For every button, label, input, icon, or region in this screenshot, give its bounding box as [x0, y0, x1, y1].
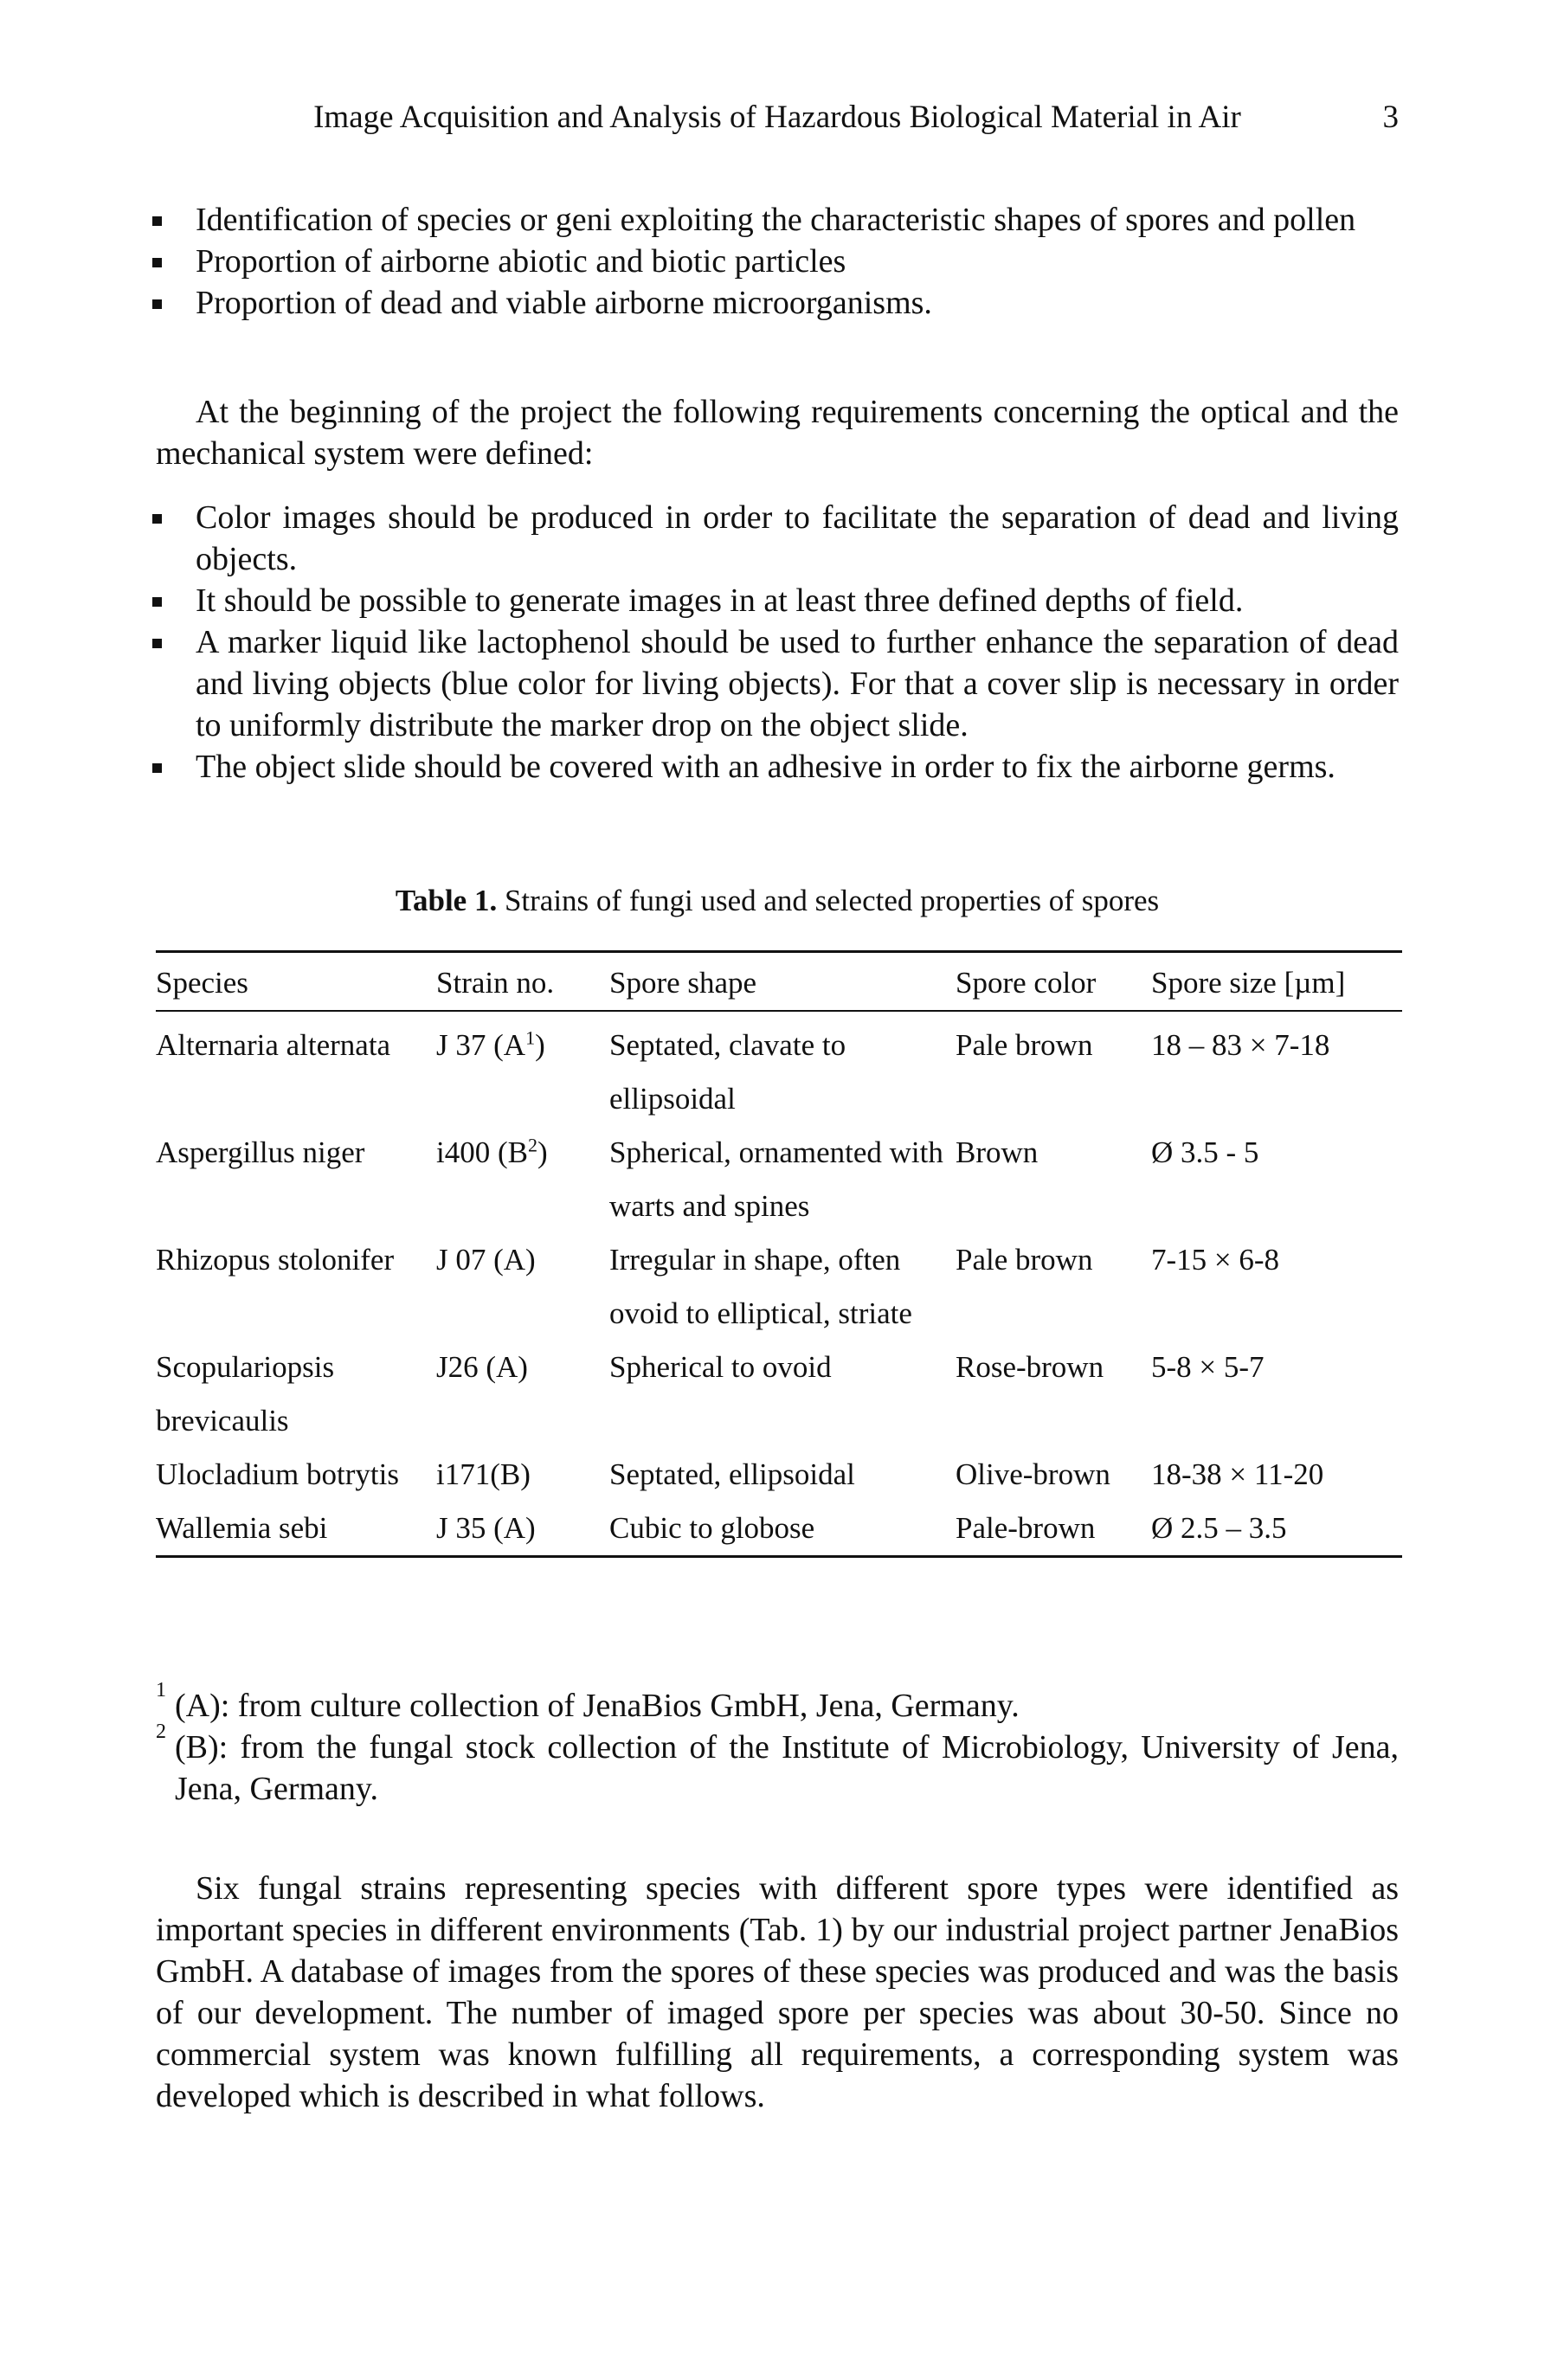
bullet-square-icon	[152, 514, 162, 524]
table-caption	[156, 881, 1399, 921]
paragraph-fungal-strains: Six fungal strains representing species with different spore types were identified as important species in different environments (Tab. 1) by our industrial project partner JenaBios GmbH. A database of images from the spores of these species was produced and was the basis of our development. The number of imaged spore per species was about 30-50. Since no commercial system was known fulfilling all requirements, a corresponding system was developed which is described in what follows.	[156, 1870, 1399, 2114]
bullet-list-requirements	[151, 497, 1399, 788]
cell-strain: J 07 (A)	[436, 1243, 536, 1277]
cell-color: Rose-brown	[956, 1350, 1104, 1384]
cell-size: Ø 3.5 - 5	[1151, 1135, 1259, 1169]
list-item: The object slide should be covered with an adhesive in order to fix the airborne germs.	[151, 746, 1399, 788]
bullet-square-icon	[152, 299, 162, 309]
bullet-square-icon	[152, 639, 162, 648]
cell-color: Pale brown	[956, 1243, 1093, 1277]
cell-color: Pale-brown	[956, 1502, 1151, 1557]
cell-strain: J 35 (A)	[436, 1502, 609, 1557]
table-caption-label: Table 1.	[395, 884, 498, 917]
table-header-row	[156, 952, 1402, 1012]
cell-species: Ulocladium botrytis	[156, 1457, 399, 1491]
cell-shape: Spherical, ornamented with warts and spines	[609, 1135, 943, 1223]
bullet-square-icon	[152, 763, 162, 773]
bullet-square-icon	[152, 216, 162, 226]
cell-size: Ø 2.5 – 3.5	[1151, 1502, 1402, 1557]
header-species: Species	[156, 952, 436, 1012]
cell-strain: i171(B)	[436, 1457, 531, 1491]
cell-species: Wallemia sebi	[156, 1502, 436, 1557]
cell-species: Aspergillus niger	[156, 1135, 365, 1169]
cell-species: Scopulariopsis brevicaulis	[156, 1350, 335, 1438]
list-item: Color images should be produced in order to facilitate the separation of dead and living objects.	[151, 497, 1399, 580]
cell-shape: Spherical to ovoid	[609, 1350, 832, 1384]
table-row	[156, 1502, 1402, 1557]
header-strain: Strain no.	[436, 952, 609, 1012]
paragraph-requirements-intro: At the beginning of the project the following requirements concerning the optical and the mechanical system were defined:	[156, 394, 1399, 472]
bullet-square-icon	[152, 597, 162, 607]
bullet-list-objectives	[151, 199, 1399, 324]
list-item: A marker liquid like lactophenol should be used to further enhance the separation of dead and living objects (blue color for living objects). For that a cover slip is necessary in order to uniformly distribute the marker drop on the object slide.	[151, 621, 1399, 746]
footnote: 2 (B): from the fungal stock collection of the Institute of Microbiology, University of Jena, Jena, Germany.	[156, 1721, 1399, 1807]
cell-size: 18 – 83 × 7-18	[1151, 1028, 1330, 1062]
running-title: Image Acquisition and Analysis of Hazardous Biological Material in Air	[313, 100, 1241, 135]
fungi-table	[156, 950, 1402, 1558]
cell-strain: J 37 $(A^1)$	[436, 1026, 545, 1062]
cell-shape: Septated, clavate to ellipsoidal	[609, 1028, 846, 1116]
cell-species: Alternaria alternata	[156, 1028, 391, 1062]
list-item: It should be possible to generate images in at least three defined depths of field.	[151, 580, 1399, 621]
cell-strain: J26 (A)	[436, 1350, 528, 1384]
table-row	[156, 1341, 1402, 1448]
header-color: Spore color	[956, 952, 1151, 1012]
table-footnotes	[156, 1679, 1399, 1810]
cell-color: Pale brown	[956, 1028, 1093, 1062]
table-row	[156, 1448, 1402, 1502]
page-number: 3	[1382, 100, 1399, 135]
cell-color: Olive-brown	[956, 1457, 1110, 1491]
table-row	[156, 1011, 1402, 1126]
bullet-square-icon	[152, 258, 162, 267]
cell-size: 7-15 × 6-8	[1151, 1243, 1280, 1277]
header-shape: Spore shape	[609, 952, 956, 1012]
cell-size: 18-38 × 11-20	[1151, 1457, 1324, 1491]
cell-shape: Septated, ellipsoidal	[609, 1457, 855, 1491]
cell-species: Rhizopus stolonifer	[156, 1243, 395, 1277]
cell-size: 5-8 × 5-7	[1151, 1350, 1265, 1384]
list-item: Proportion of airborne abiotic and biotic particles	[151, 241, 1399, 282]
header-size: Spore size [µm]	[1151, 952, 1402, 1012]
cell-strain: i400 $(B^2)$	[436, 1134, 548, 1169]
cell-shape: Cubic to globose	[609, 1502, 956, 1557]
table-row	[156, 1126, 1402, 1233]
cell-color: Brown	[956, 1135, 1039, 1169]
list-item: Identification of species or geni exploiting the characteristic shapes of spores and pollen	[151, 199, 1399, 241]
footnote: 1 (A): from culture collection of JenaBios GmbH, Jena, Germany.	[156, 1679, 1020, 1724]
cell-shape: Irregular in shape, often ovoid to elliptical, striate	[609, 1243, 912, 1330]
list-item: Proportion of dead and viable airborne microorganisms.	[151, 282, 1399, 324]
table-row	[156, 1233, 1402, 1341]
table-caption-text: Strains of fungi used and selected properties of spores	[504, 884, 1160, 917]
